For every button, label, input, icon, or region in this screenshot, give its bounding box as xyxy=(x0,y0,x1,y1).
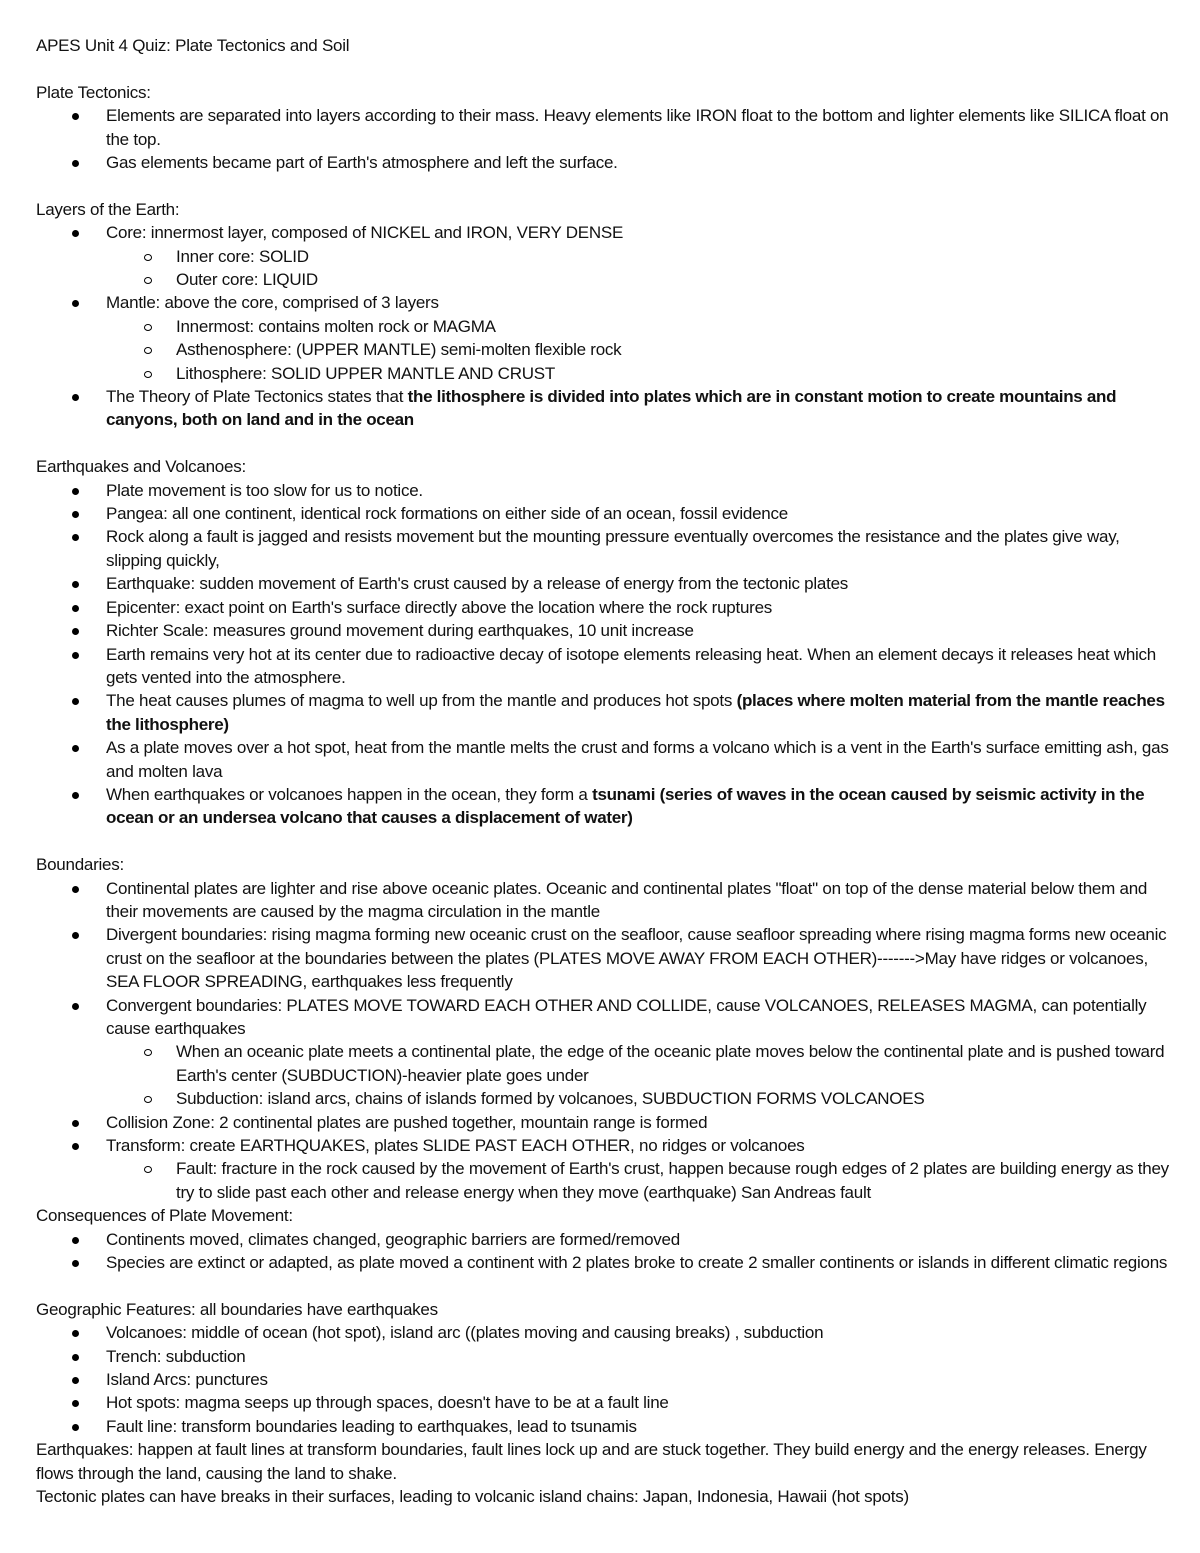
closing-paragraph: Earthquakes: happen at fault lines at transform boundaries, fault lines lock up and are stuck together. They build energy and the energy releases. Energy flows through the land, causing the land to shake. xyxy=(36,1440,1147,1483)
sub-list-item: Subduction: island arcs, chains of islands formed by volcanoes, SUBDUCTION FORMS VOLCANOES xyxy=(176,1087,1176,1110)
layers-list xyxy=(36,221,1176,432)
list-item: Elements are separated into layers according to their mass. Heavy elements like IRON float to the bottom and lighter elements like SILICA float on the top. xyxy=(106,104,1176,151)
bold-definition: (places where molten material from the mantle reaches the lithosphere) xyxy=(106,691,1165,734)
list-item: Divergent boundaries: rising magma forming new oceanic crust on the seafloor, cause seafloor spreading where rising magma forms new oceanic crust on the seafloor at the boundaries between the plates (PLATES MOVE AWAY FROM EACH OTHER)------->May have ridges or volcanoes, SEA FLOOR SPREADING, earthquakes less frequently xyxy=(106,923,1176,993)
earthquakes-list xyxy=(36,479,1176,830)
list-item: Fault line: transform boundaries leading to earthquakes, lead to tsunamis xyxy=(106,1415,1176,1438)
list-item: Plate movement is too slow for us to notice. xyxy=(106,479,1176,502)
list-item-text: Transform: create EARTHQUAKES, plates SLIDE PAST EACH OTHER, no ridges or volcanoes xyxy=(106,1136,805,1156)
section-heading-consequences: Consequences of Plate Movement: xyxy=(36,1206,293,1226)
section-heading-plate-tectonics: Plate Tectonics: xyxy=(36,82,151,102)
list-item: Collision Zone: 2 continental plates are pushed together, mountain range is formed xyxy=(106,1111,1176,1134)
list-item-theory xyxy=(106,385,1176,432)
sub-list-item: Outer core: LIQUID xyxy=(176,268,1176,291)
section-heading-layers: Layers of the Earth: xyxy=(36,199,180,219)
transform-sublist xyxy=(106,1157,1176,1204)
sub-list-item: Lithosphere: SOLID UPPER MANTLE AND CRUST xyxy=(176,362,1176,385)
consequences-list xyxy=(36,1228,1176,1275)
sub-list-item: Asthenosphere: (UPPER MANTLE) semi-molten flexible rock xyxy=(176,338,1176,361)
list-item: Continents moved, climates changed, geographic barriers are formed/removed xyxy=(106,1228,1176,1251)
sub-list-item: Fault: fracture in the rock caused by the movement of Earth's crust, happen because rough edges of 2 plates are building energy as they try to slide past each other and release energy when they move (earthquake) San Andreas fault xyxy=(176,1157,1176,1204)
list-item: Island Arcs: punctures xyxy=(106,1368,1176,1391)
list-item-text: The heat causes plumes of magma to well up from the mantle and produces hot spots xyxy=(106,691,737,711)
list-item: Rock along a fault is jagged and resists movement but the mounting pressure eventually overcomes the resistance and the plates give way, slipping quickly, xyxy=(106,525,1176,572)
list-item: Epicenter: exact point on Earth's surface directly above the location where the rock ruptures xyxy=(106,596,1176,619)
list-item-text: The Theory of Plate Tectonics states that xyxy=(106,387,408,407)
list-item-tsunami xyxy=(106,783,1176,830)
sub-list-item: Innermost: contains molten rock or MAGMA xyxy=(176,315,1176,338)
document-page xyxy=(36,34,1176,1509)
closing-paragraph: Tectonic plates can have breaks in their surfaces, leading to volcanic island chains: Japan, Indonesia, Hawaii (hot spots) xyxy=(36,1487,909,1507)
mantle-sublist xyxy=(106,315,1176,385)
list-item-transform xyxy=(106,1134,1176,1204)
list-item-mantle xyxy=(106,291,1176,385)
document-title: APES Unit 4 Quiz: Plate Tectonics and Soil xyxy=(36,36,350,55)
list-item: Earth remains very hot at its center due to radioactive decay of isotope elements releasing heat. When an element decays it releases heat which gets vented into the atmosphere. xyxy=(106,643,1176,690)
plate-tectonics-list xyxy=(36,104,1176,174)
section-heading-geographic: Geographic Features: all boundaries have earthquakes xyxy=(36,1299,438,1319)
list-item-text: When earthquakes or volcanoes happen in the ocean, they form a xyxy=(106,784,593,804)
boundaries-list xyxy=(36,877,1176,1205)
convergent-sublist xyxy=(106,1040,1176,1110)
list-item: Gas elements became part of Earth's atmosphere and left the surface. xyxy=(106,151,1176,174)
list-item-text: Convergent boundaries: PLATES MOVE TOWARD EACH OTHER AND COLLIDE, cause VOLCANOES, RELEASES MAGMA, can potentially cause earthquakes xyxy=(106,995,1147,1038)
core-sublist xyxy=(106,245,1176,292)
list-item-text: Mantle: above the core, comprised of 3 layers xyxy=(106,293,439,313)
list-item: Richter Scale: measures ground movement during earthquakes, 10 unit increase xyxy=(106,619,1176,642)
list-item: As a plate moves over a hot spot, heat from the mantle melts the crust and forms a volcano which is a vent in the Earth's surface emitting ash, gas and molten lava xyxy=(106,736,1176,783)
list-item: Earthquake: sudden movement of Earth's crust caused by a release of energy from the tectonic plates xyxy=(106,572,1176,595)
list-item-core xyxy=(106,221,1176,291)
section-heading-earthquakes: Earthquakes and Volcanoes: xyxy=(36,457,246,477)
list-item: Species are extinct or adapted, as plate moved a continent with 2 plates broke to create 2 smaller continents or islands in different climatic regions xyxy=(106,1251,1176,1274)
sub-list-item: When an oceanic plate meets a continental plate, the edge of the oceanic plate moves below the continental plate and is pushed toward Earth's center (SUBDUCTION)-heavier plate goes under xyxy=(176,1040,1176,1087)
list-item-text: Core: innermost layer, composed of NICKEL and IRON, VERY DENSE xyxy=(106,223,624,243)
list-item-hot-spots xyxy=(106,689,1176,736)
list-item: Hot spots: magma seeps up through spaces, doesn't have to be at a fault line xyxy=(106,1391,1176,1414)
list-item: Pangea: all one continent, identical rock formations on either side of an ocean, fossil evidence xyxy=(106,502,1176,525)
section-heading-boundaries: Boundaries: xyxy=(36,855,124,875)
list-item-convergent xyxy=(106,994,1176,1111)
sub-list-item: Inner core: SOLID xyxy=(176,245,1176,268)
bold-definition: the lithosphere is divided into plates which are in constant motion to create mountains and canyons, both on land and in the ocean xyxy=(106,387,1117,430)
list-item: Trench: subduction xyxy=(106,1345,1176,1368)
geographic-list xyxy=(36,1321,1176,1438)
list-item: Continental plates are lighter and rise above oceanic plates. Oceanic and continental plates "float" on top of the dense material below them and their movements are caused by the magma circulation in the mantle xyxy=(106,877,1176,924)
bold-definition: tsunami (series of waves in the ocean caused by seismic activity in the ocean or an undersea volcano that causes a displacement of water) xyxy=(106,784,1145,828)
list-item: Volcanoes: middle of ocean (hot spot), island arc ((plates moving and causing breaks) , subduction xyxy=(106,1321,1176,1344)
